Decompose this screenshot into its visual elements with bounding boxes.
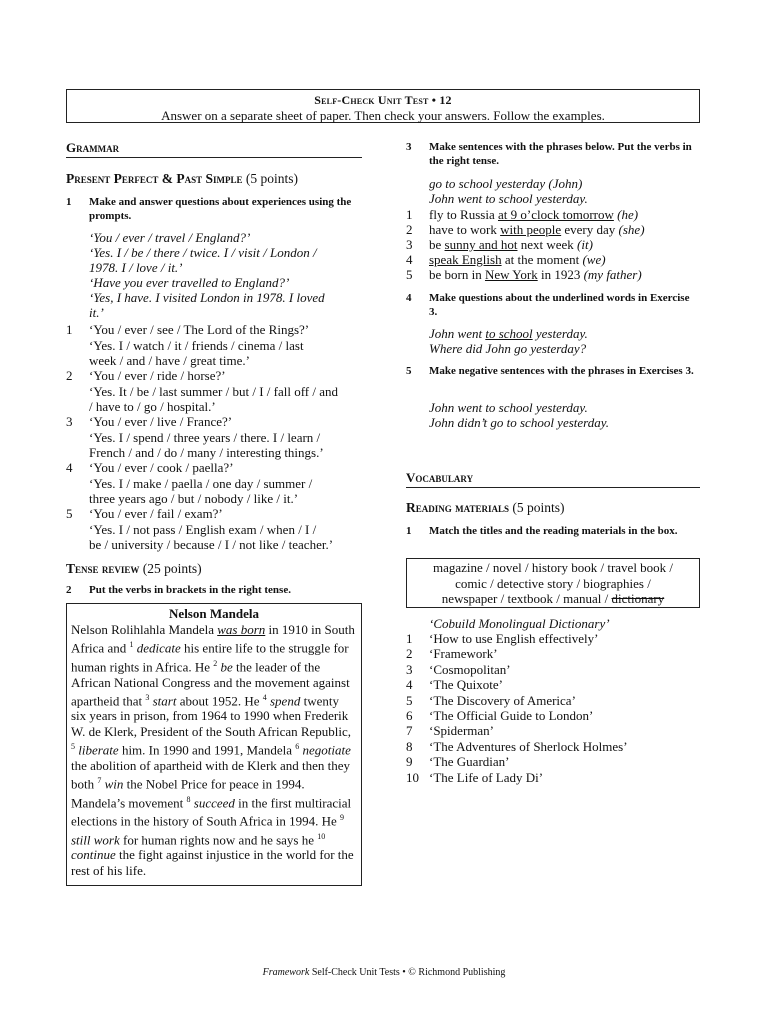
exercise-5-instruction: 5 Make negative sentences with the phrases in Exercises 3. bbox=[406, 365, 694, 377]
title-item: 4 ‘The Quixote’ bbox=[406, 677, 504, 693]
titles-list bbox=[406, 631, 700, 785]
mandela-paragraph: Nelson Rolihlahla Mandela was born in 1910 in South Africa and $^1$ dedicate his entire life to the struggle for human rights in Africa. He $^2$ be the leader of the African National Congress and the movement against apartheid that $^3$ start about 1952. He $^4$ spend twenty six years in prison, from 1964 to 1990 when Frederik W. de Klerk, President of the South African Republic, $^5$ liberate him. In 1990 and 1991, Mandela $^6$ negotiate the abolition of apartheid with de Klerk and then they both $^7$ win the Nobel Price for peace in 1994. Mandela’s movement $^8$ succeed in the first multiracial elections in the history of South Africa in 1994. He $^9$ still work for human rights now and he says he $^{10}$ continue the fight against injustice in the world for the rest of his life. bbox=[71, 622, 355, 878]
exercise-1-item: 5 ‘You / ever / fail / exam?’ ‘Yes. I / not pass / English exam / when / I / be / university / because / I / not like / teacher.’ bbox=[66, 506, 334, 552]
exercise-1-item: 3 ‘You / ever / live / France?’ ‘Yes. I / spend / three years / there. I / learn / French / and / do / many / interesting things.’ bbox=[66, 414, 324, 460]
vocab-exercise-1-instruction: 1 Match the titles and the reading materials in the box. bbox=[406, 525, 678, 537]
struck-word: dictionary bbox=[611, 591, 665, 606]
title-item: 9 ‘The Guardian’ bbox=[406, 754, 510, 770]
tense-review-heading: Tense review (25 points) bbox=[66, 561, 202, 576]
title-item: 2 ‘Framework’ bbox=[406, 646, 498, 662]
exercise-4-instruction: 4 Make questions about the underlined words in Exercise 3. bbox=[406, 292, 690, 318]
exercise-2-instruction: 2 Put the verbs in brackets in the right tense. bbox=[66, 584, 291, 596]
exercise-4-example: John went to school yesterday. Where did John go yesterday? bbox=[429, 326, 588, 356]
exercise-3-item: 4 speak English at the moment (we) bbox=[406, 252, 606, 267]
present-perfect-heading: Present Perfect & Past Simple (5 points) bbox=[66, 171, 299, 186]
vocabulary-heading: Vocabulary bbox=[406, 470, 700, 488]
title-item: 3 ‘Cosmopolitan’ bbox=[406, 661, 511, 677]
reading-materials-box: magazine / novel / history book / travel book / comic / detective story / biographies / newspaper / textbook / manual / dictionary bbox=[406, 558, 700, 608]
test-title: Self-Check Unit Test • 12 bbox=[314, 93, 452, 107]
exercise-1-item: 1 ‘You / ever / see / The Lord of the Rings?’ ‘Yes. I / watch / it / friends / cinema / last week / and / have / great time.’ bbox=[66, 322, 310, 368]
title-item: 7 ‘Spiderman’ bbox=[406, 723, 494, 739]
exercise-1-instruction: 1 Make and answer questions about experiences using the prompts. bbox=[66, 196, 352, 222]
vocab-example: ‘Cobuild Monolingual Dictionary’ bbox=[429, 616, 610, 631]
title-item: 1 ‘How to use English effectively’ bbox=[406, 631, 599, 646]
title-item: 6 ‘The Official Guide to London’ bbox=[406, 708, 594, 724]
test-instructions: Answer on a separate sheet of paper. Then check your answers. Follow the examples. bbox=[161, 108, 605, 123]
mandela-title: Nelson Mandela bbox=[169, 606, 259, 621]
exercise-3-item: 5 be born in New York in 1923 (my father) bbox=[406, 267, 642, 282]
exercise-3-item: 1 fly to Russia at 9 o’clock tomorrow (he) bbox=[406, 207, 639, 222]
title-item: 10 ‘The Life of Lady Di’ bbox=[406, 769, 544, 785]
mandela-text-box bbox=[66, 603, 362, 886]
exercise-1-item: 2 ‘You / ever / ride / horse?’ ‘Yes. It / be / last summer / but / I / fall off / and / have to / go / hospital.’ bbox=[66, 368, 339, 414]
title-box bbox=[66, 89, 700, 123]
exercise-1-item: 4 ‘You / ever / cook / paella?’ ‘Yes. I / make / paella / one day / summer / three years ago / but / nobody / like / it.’ bbox=[66, 460, 313, 506]
grammar-heading: Grammar bbox=[66, 140, 362, 158]
exercise-1-example: ‘You / ever / travel / England?’ ‘Yes. I / be / there / twice. I / visit / London / 1978. I / love / it.’ ‘Have you ever travelled to England?’ ‘Yes, I have. I visited London in 1978. I loved it.’ bbox=[89, 230, 325, 320]
exercise-3-instruction: 3 Make sentences with the phrases below. Put the verbs in the right tense. bbox=[406, 141, 692, 167]
exercise-3-item: 2 have to work with people every day (she) bbox=[406, 222, 645, 237]
footer: Framework Self-Check Unit Tests • © Richmond Publishing bbox=[262, 967, 506, 978]
exercise-3-example: go to school yesterday (John) John went to school yesterday. bbox=[429, 176, 588, 206]
reading-materials-heading: Reading materials (5 points) bbox=[406, 500, 565, 515]
exercise-5-example: John went to school yesterday. John didn’t go to school yesterday. bbox=[429, 400, 610, 430]
exercise-3-item: 3 be sunny and hot next week (it) bbox=[406, 237, 593, 252]
title-item: 8 ‘The Adventures of Sherlock Holmes’ bbox=[406, 738, 628, 754]
title-item: 5 ‘The Discovery of America’ bbox=[406, 692, 576, 708]
